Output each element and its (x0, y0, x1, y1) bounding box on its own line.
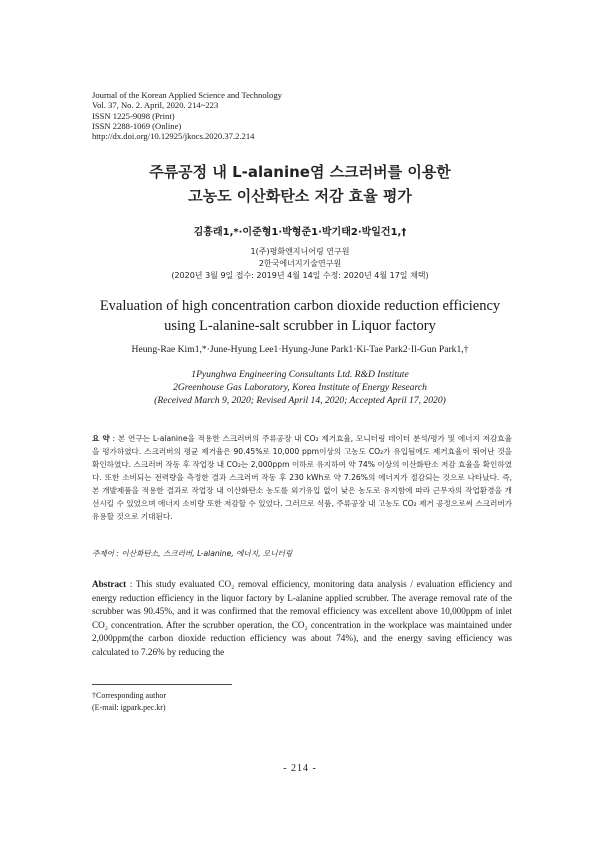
english-abstract (92, 578, 512, 660)
english-abstract-text: : This study evaluated CO₂ removal efficiency, monitoring data analysis / evaluation efficiency and energy reduction efficiency in the liquor factory by L-alanine applied scrubber. The average removal rate of the scrubber was 90.45%, and it was confirmed that the removal efficiency was excellent above 10,000ppm of inlet CO₂ concentration. After the scrubber operation, the CO₂ concentration in the workplace was maintained under 2,000ppm(the carbon dioxide reduction efficiency was about 74%), and the energy saving efficiency was calculated to 7.26% by reducing the (92, 579, 513, 657)
korean-affiliation-1: 1(주)평화엔지니어링 연구원 (250, 247, 350, 256)
english-affiliation-2: 2Greenhouse Gas Laboratory, Korea Institute of Energy Research (173, 382, 427, 393)
page-number: - 214 - (283, 763, 317, 774)
english-affiliations (0, 368, 600, 407)
korean-affiliations (0, 246, 600, 282)
korean-title-line1: 주류공정 내 L-alanine염 스크러버를 이용한 (149, 163, 451, 181)
korean-title (0, 160, 600, 208)
english-title-line2: using L-alanine-salt scrubber in Liquor factory (164, 318, 436, 334)
korean-dates: (2020년 3월 9일 접수: 2019년 4월 14일 수정: 2020년 4월 17일 채택) (171, 271, 429, 280)
korean-abstract-label: 요 약 (92, 434, 110, 443)
korean-keywords: 주제어 : 이산화탄소, 스크러버, L-alanine, 에너지, 모니터링 (92, 549, 293, 558)
english-authors: Heung-Rae Kim1,*·June-Hyung Lee1·Hyung-June Park1·Ki-Tae Park2·Il-Gun Park1,† (131, 344, 469, 355)
corresponding-author: †Corresponding author (92, 691, 166, 700)
korean-abstract (92, 432, 512, 523)
english-affiliation-1: 1Pyunghwa Engineering Consultants Ltd. R&D Institute (191, 369, 409, 380)
author-email: (E-mail: igpark.pec.kr) (92, 703, 166, 712)
english-abstract-label: Abstract (92, 579, 127, 589)
korean-affiliation-2: 2한국에너지기술연구원 (258, 259, 342, 268)
issn-print: ISSN 1225-9098 (Print) (92, 110, 175, 121)
english-title (0, 296, 600, 336)
korean-authors: 김흥래1,*·이준형1·박형준1·박기태2·박일건1,† (193, 227, 407, 238)
doi-link[interactable]: http://dx.doi.org/10.12925/jkocs.2020.37.2.214 (92, 131, 255, 142)
journal-name: Journal of the Korean Applied Science and Technology (92, 90, 282, 100)
footnote-divider (92, 684, 232, 685)
english-title-line1: Evaluation of high concentration carbon dioxide reduction efficiency (99, 298, 501, 314)
journal-info (92, 90, 282, 141)
korean-abstract-text: : 본 연구는 L-alanine을 적용한 스크러버의 주류공장 내 CO₂ 제거효율, 모니터링 데이터 분석/평가 및 에너지 저감효율을 평가하였다. 스크러버의 평균 제거율은 90.45%로 10,000 ppm이상의 고농도 CO₂가 유입됨에도 제거효율이 뛰어난 것을 확인하였다. 스크러버 작동 후 작업장 내 CO₂는 2,000ppm 이하로 유지하여 약 74% 이상의 이산화탄소 저감 효율을 확인하였다. 또한 소비되는 전력량을 측정한 결과 스크러버 작동 후 230 kWh로 약 7.26%의 에너지가 절감되는 것으로 나타났다. 즉, 본 개발제품을 적용한 결과로 작업장 내 이산화탄소 농도를 외기유입 없이 낮은 농도로 유지함에 따라 근무자의 작업환경을 개선시킬 수 있었으며 에너지 소비량 또한 저감할 수 있었다. 그러므로 식품, 주류공장 내 고농도 CO₂ 제거 공정으로써 스크러버가 유용할 것으로 기대된다. (92, 434, 512, 521)
journal-volume: Vol. 37, No. 2. April, 2020. 214~223 (92, 100, 219, 111)
footnote (92, 690, 166, 714)
korean-title-line2: 고농도 이산화탄소 저감 효율 평가 (188, 187, 412, 205)
issn-online: ISSN 2288-1069 (Online) (92, 120, 182, 131)
english-dates: (Received March 9, 2020; Revised April 14, 2020; Accepted April 17, 2020) (154, 395, 446, 406)
